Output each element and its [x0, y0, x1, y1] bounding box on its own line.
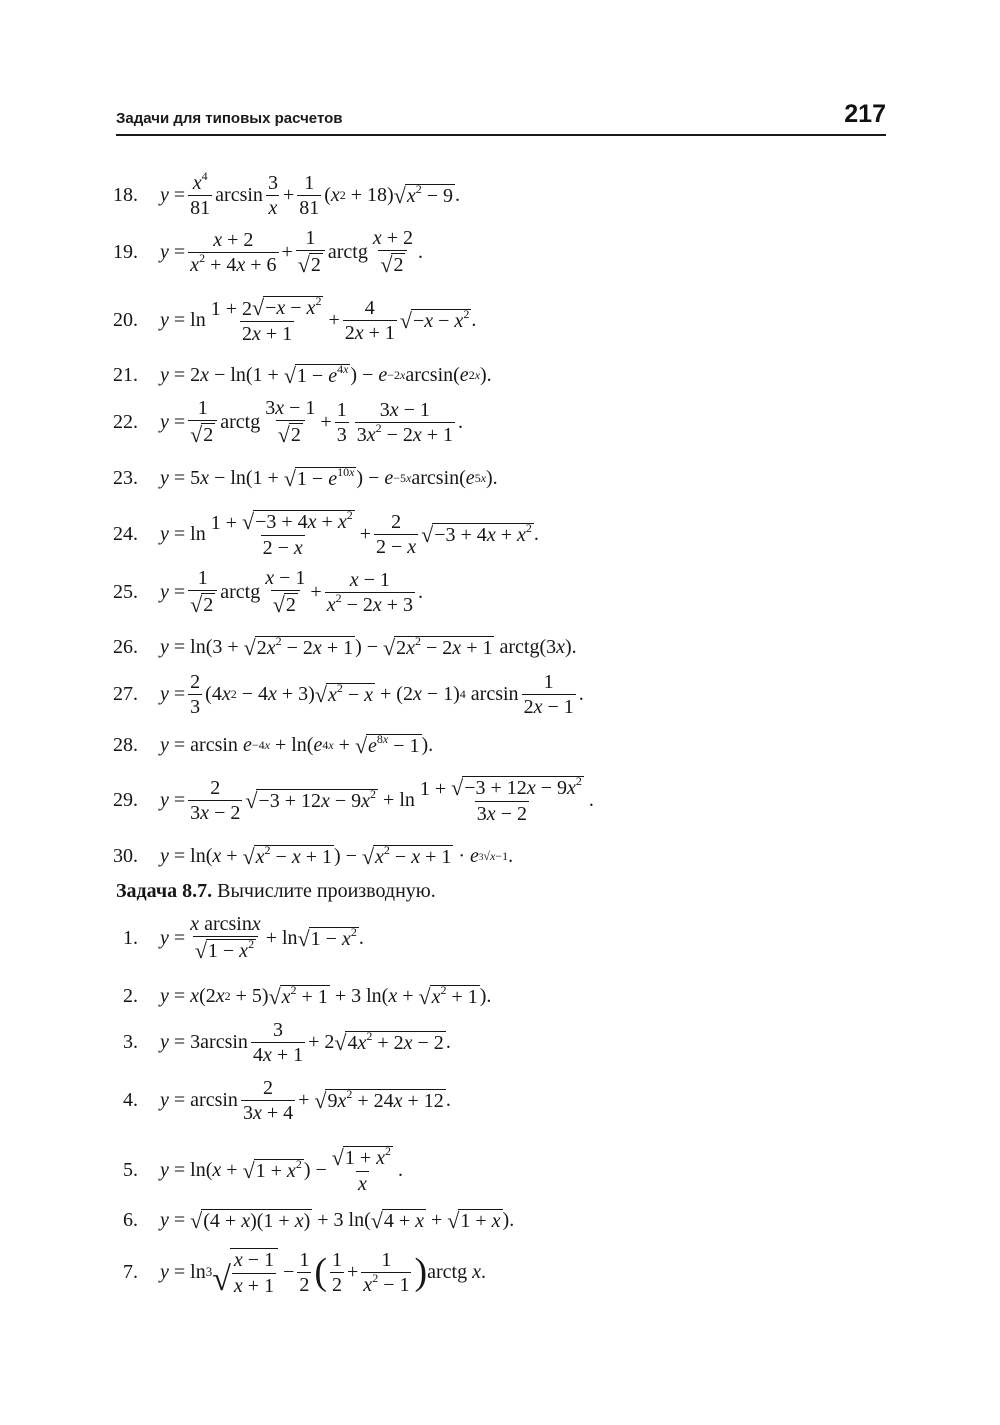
problem-28 — [113, 715, 434, 775]
formula: y = arcsin 2 3x + 4 + √ $9x^2 + 24x + 12$ . — [160, 1076, 451, 1124]
formula: y = ln( x + √ $1 + x^2$ ) − √ $1 + x^2$ x . — [160, 1144, 404, 1195]
problem-19 — [113, 222, 424, 282]
section-title: Задачи для типовых расчетов — [116, 110, 343, 127]
problem-number: 22. — [113, 411, 138, 433]
task-8-7-heading — [116, 880, 436, 903]
running-head — [116, 96, 886, 136]
problem-number: 6. — [123, 1209, 138, 1231]
problem-number: 23. — [113, 467, 138, 489]
formula: y = x + 2 $x^2 + 4x + 6$ + 1 √ 2 arctg x + 2 √ 2 . — [160, 227, 424, 277]
problem-number: 7. — [123, 1261, 138, 1283]
problem-8-7-1 — [123, 908, 364, 968]
problem-number: 24. — [113, 523, 138, 545]
problem-18 — [113, 165, 460, 225]
formula: y = 1 √ 2 arctg 3x − 1 √ 2 + 1 3 3x − 1 $3x^2 - 2x + 1$ . — [160, 397, 464, 447]
problem-number: 29. — [113, 789, 138, 811]
task-text: Вычислите производную. — [217, 880, 436, 902]
formula: y = ln( x + √ $x^2 - x + 1$ ) − √ $x^2 - x + 1$ · e 3√x−1 . — [160, 842, 514, 869]
problem-number: 4. — [123, 1089, 138, 1111]
problem-22 — [113, 392, 464, 452]
formula: y = ln(3 + √ $2x^2 - 2x + 1$ ) − √ $2x^2 - 2x + 1$ arctg(3 x ). — [160, 633, 577, 660]
formula: y = ln 1 + √ $-3 + 4x + x^2$ 2 − x + 2 2 − x √ $-3 + 4x + x^2$ . — [160, 508, 539, 559]
formula: y = arcsin e −4x + ln( e 4x + √ $e^{8x} - 1$ ). — [160, 731, 434, 758]
problem-number: 18. — [113, 184, 138, 206]
problem-8-7-6 — [123, 1190, 515, 1250]
formula: y = 2 x − ln(1 + √ $1 - e^{4x}$ ) − e −2x arcsin( e 2x ). — [160, 361, 492, 388]
problem-number: 21. — [113, 364, 138, 386]
formula: y = ln 1 + 2 √ $-x - x^2$ 2x + 1 + 4 2x + 1 √ $-x - x^2$ . — [160, 294, 477, 345]
formula: y = x (2 x 2 + 5) √ $x^2 + 1$ + 3 ln( x + √ $x^2 + 1$ ). — [160, 982, 492, 1009]
problem-number: 26. — [113, 636, 138, 658]
problem-29 — [113, 770, 594, 830]
problem-8-7-4 — [123, 1070, 451, 1130]
problem-30 — [113, 826, 514, 886]
problem-number: 3. — [123, 1031, 138, 1053]
problem-24 — [113, 504, 539, 564]
problem-number: 5. — [123, 1159, 138, 1181]
formula: y = x arcsinx √ $1 - x^2$ + ln √ $1 - x^2$ . — [160, 913, 364, 963]
formula: y = √ (4 + x)(1 + x) + 3 ln( √ 4 + x + √ 1 + x ). — [160, 1207, 515, 1233]
formula: y = 2 3x − 2 √ $-3 + 12x - 9x^2$ + ln 1 + √ $-3 + 12x - 9x^2$ 3x − 2 . — [160, 774, 594, 825]
problem-number: 27. — [113, 683, 138, 705]
problem-20 — [113, 290, 477, 350]
formula: y = ln 3 √ $\frac{x - 1}{x + 1}$ − 1 2 ( 1 2 + 1 $x^2 - 1$ ) arctg x . — [160, 1248, 486, 1298]
formula: y = 2 3 (4 x 2 − 4 x + 3) √ $x^2 - x$ + (2 x − 1) 4 arcsin 1 2x − 1 . — [160, 670, 584, 718]
problem-23 — [113, 448, 498, 508]
formula: y = 5 x − ln(1 + √ $1 - e^{10x}$ ) − e −5x arcsin( e 5x ). — [160, 464, 498, 491]
problem-number: 19. — [113, 241, 138, 263]
formula: y = 1 √ 2 arctg x − 1 √ 2 + x − 1 $x^2 - 2x + 3$ . — [160, 567, 424, 617]
page-number: 217 — [844, 100, 886, 128]
problem-number: 30. — [113, 845, 138, 867]
problem-8-7-3 — [123, 1012, 451, 1072]
problem-number: 1. — [123, 927, 138, 949]
problem-number: 28. — [113, 734, 138, 756]
problem-25 — [113, 562, 424, 622]
problem-number: 25. — [113, 581, 138, 603]
problem-number: 20. — [113, 309, 138, 331]
problem-number: 2. — [123, 985, 138, 1007]
problem-8-7-7 — [123, 1242, 486, 1302]
task-label: Задача 8.7. — [116, 880, 213, 902]
formula: y = 3arcsin 3 4x + 1 + 2 √ $4x^2 + 2x - 2$ . — [160, 1018, 451, 1066]
formula: y = $x^4$ 81 arcsin 3 x + 1 81 ( x 2 + 18) √ $x^2 - 9$ . — [160, 168, 460, 219]
